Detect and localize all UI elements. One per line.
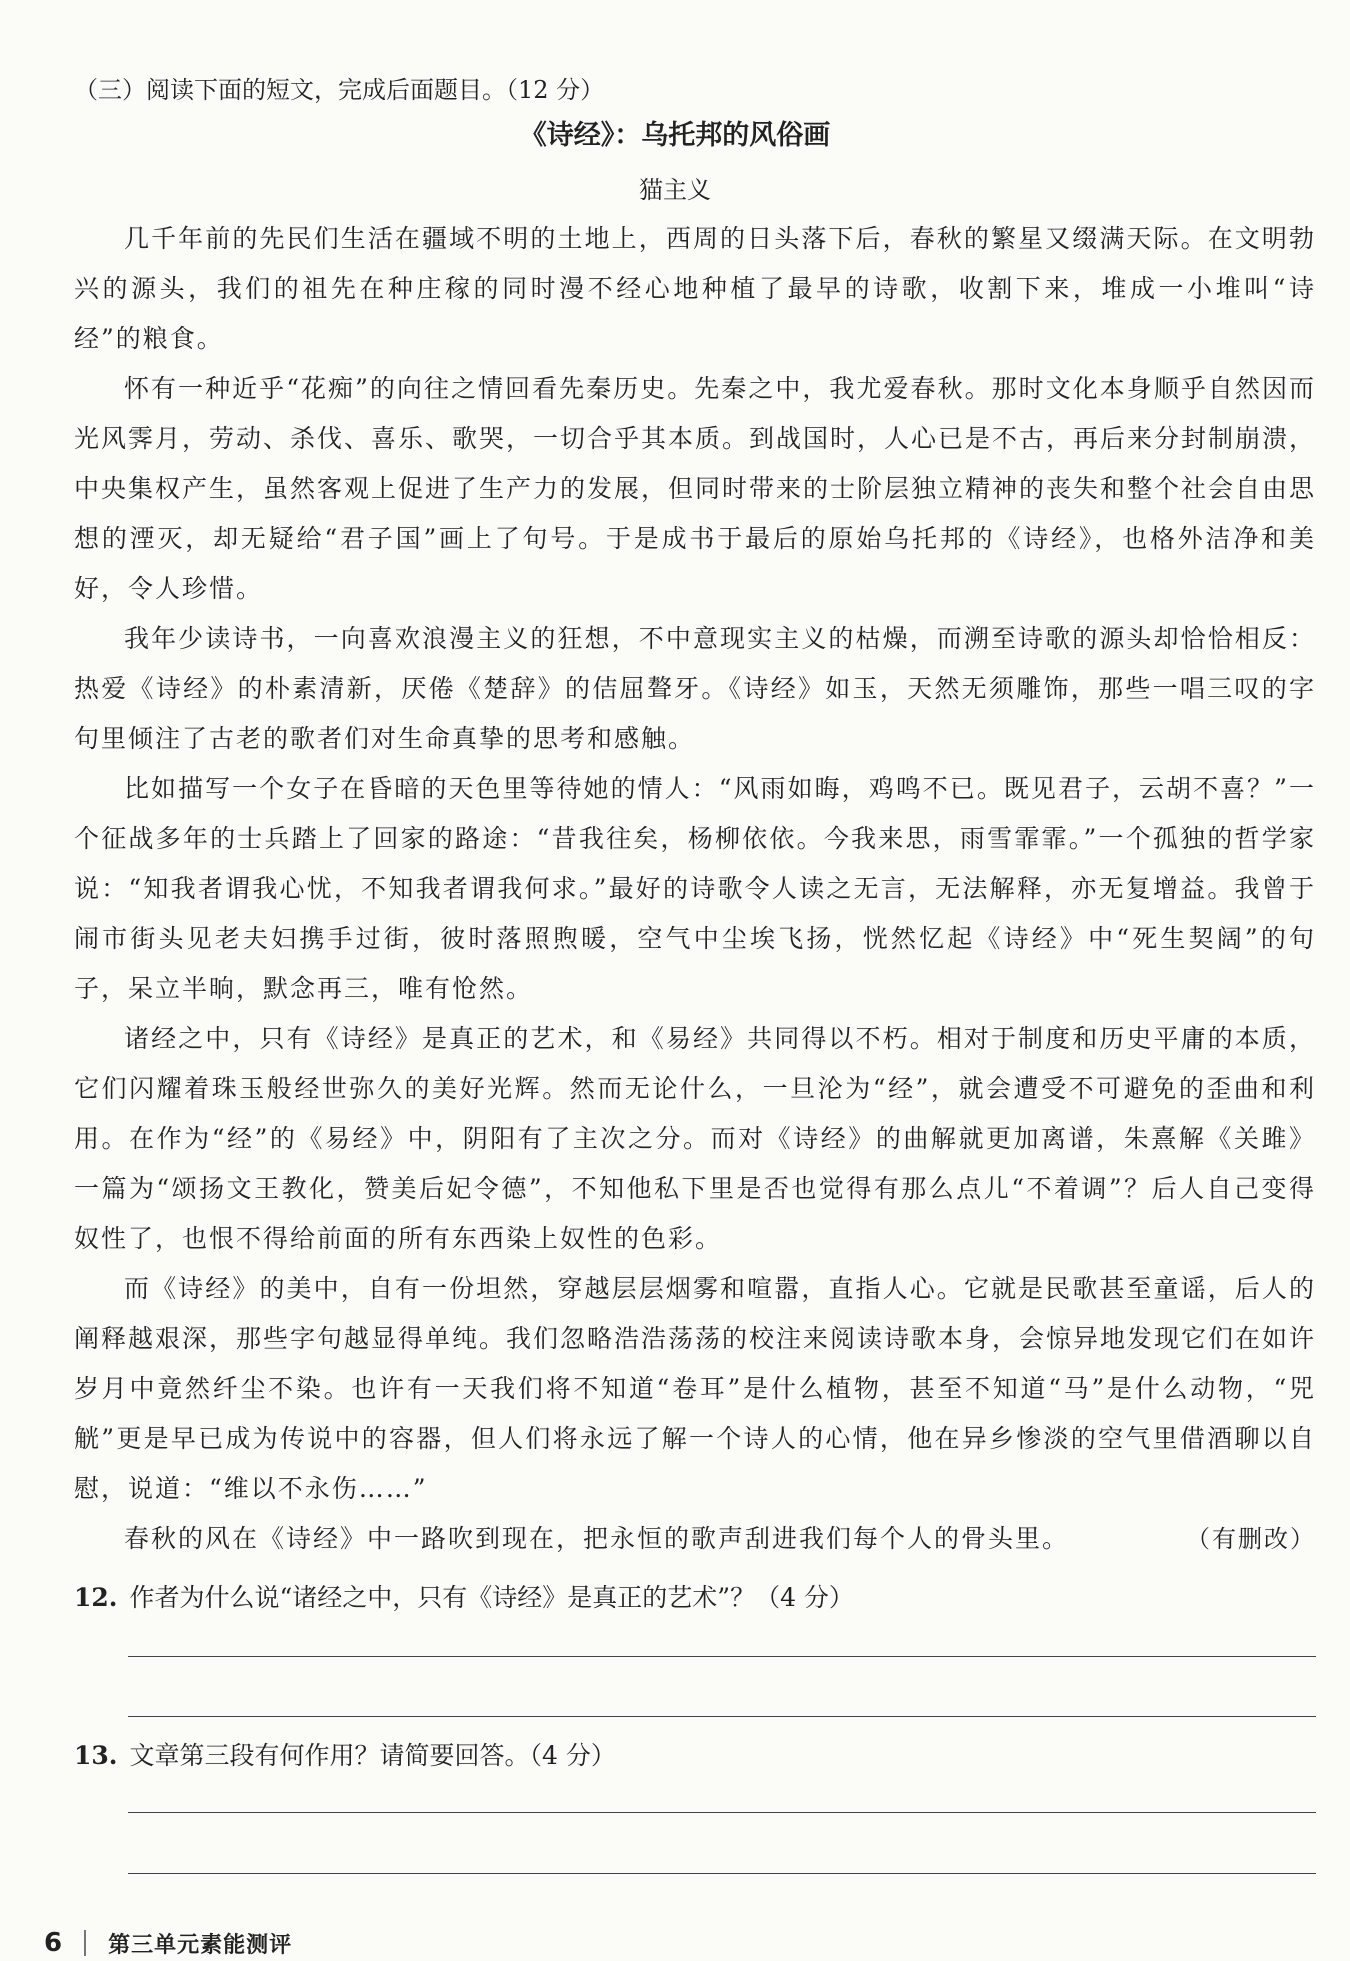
page-footer — [44, 1925, 292, 1961]
article-paragraph-2: 怀有一种近乎“花痴”的向往之情回看先秦历史。先秦之中，我尤爱春秋。那时文化本身顺乎自然因而光风霁月，劳动、杀伐、喜乐、歌哭，一切合乎其本质。到战国时，人心已是不古，再后来分封制崩溃，中央集权产生，虽然客观上促进了生产力的发展，但同时带来的士阶层独立精神的丧失和整个社会自由思想的湮灭，却无疑给“君子国”画上了句号。于是成书于最后的原始乌托邦的《诗经》，也格外洁净和美好，令人珍惜。 — [74, 374, 1317, 603]
question-12 — [74, 1576, 1316, 1620]
answer-line[interactable] — [128, 1656, 1316, 1657]
article-title: 《诗经》：乌托邦的风俗画 — [519, 120, 831, 151]
article-author: 猫主义 — [639, 176, 711, 204]
article-paragraph-4: 比如描写一个女子在昏暗的天色里等待她的情人：“风雨如晦，鸡鸣不已。既见君子，云胡不喜？”一个征战多年的士兵踏上了回家的路途：“昔我往矣，杨柳依依。今我来思，雨雪霏霏。”一个孤独的哲学家说：“知我者谓我心忧，不知我者谓我何求。”最好的诗歌令人读之无言，无法解释，亦无复增益。我曾于闹市街头见老夫妇携手过街，彼时落照煦暖，空气中尘埃飞扬，恍然忆起《诗经》中“死生契阔”的句子，呆立半晌，默念再三，唯有怆然。 — [74, 774, 1316, 1003]
article-body — [74, 214, 1316, 1564]
article-paragraph-1: 几千年前的先民们生活在疆域不明的土地上，西周的日头落下后，春秋的繁星又缀满天际。在文明勃兴的源头，我们的祖先在种庄稼的同时漫不经心地种植了最早的诗歌，收割下来，堆成一小堆叫“诗经”的粮食。 — [74, 224, 1316, 353]
footer-divider — [84, 1930, 86, 1956]
question-number: 13. — [74, 1741, 118, 1770]
article-paragraph-3: 我年少读诗书，一向喜欢浪漫主义的狂想，不中意现实主义的枯燥，而溯至诗歌的源头却恰恰相反：热爱《诗经》的朴素清新，厌倦《楚辞》的佶屈聱牙。《诗经》如玉，天然无须雕饰，那些一唱三叹的字句里倾注了古老的歌者们对生命真挚的思考和感触。 — [74, 624, 1316, 753]
article-paragraph-5: 诸经之中，只有《诗经》是真正的艺术，和《易经》共同得以不朽。相对于制度和历史平庸的本质，它们闪耀着珠玉般经世弥久的美好光辉。然而无论什么，一旦沦为“经”，就会遭受不可避免的歪曲和利用。在作为“经”的《易经》中，阴阳有了主次之分。而对《诗经》的曲解就更加离谱，朱熹解《关雎》一篇为“颂扬文王教化，赞美后妃令德”，不知他私下里是否也觉得有那么点儿“不着调”？后人自己变得奴性了，也恨不得给前面的所有东西染上奴性的色彩。 — [74, 1024, 1316, 1253]
question-number: 12. — [74, 1583, 118, 1612]
article-paragraph-6: 而《诗经》的美中，自有一份坦然，穿越层层烟雾和喧嚣，直指人心。它就是民歌甚至童谣，后人的阐释越艰深，那些字句越显得单纯。我们忽略浩浩荡荡的校注来阅读诗歌本身，会惊异地发现它们在如许岁月中竟然纤尘不染。也许有一天我们将不知道“卷耳”是什么植物，甚至不知道“马”是什么动物，“兕觥”更是早已成为传说中的容器，但人们将永远了解一个诗人的心情，他在异乡惨淡的空气里借酒聊以自慰，说道：“维以不永伤……” — [74, 1274, 1317, 1503]
section-heading: （三）阅读下面的短文，完成后面题目。（12 分） — [74, 76, 605, 104]
question-13 — [74, 1734, 1316, 1778]
article-closing-row — [74, 1514, 1316, 1564]
answer-line[interactable] — [128, 1873, 1316, 1874]
answer-line[interactable] — [128, 1716, 1316, 1717]
source-note: （有删改） — [1186, 1525, 1316, 1553]
answer-line[interactable] — [128, 1812, 1316, 1813]
unit-title: 第三单元素能测评 — [108, 1932, 293, 1958]
question-text: 作者为什么说“诸经之中，只有《诗经》是真正的艺术”？（4 分） — [129, 1583, 854, 1612]
question-text: 文章第三段有何作用？请简要回答。（4 分） — [129, 1741, 616, 1770]
page-number: 6 — [44, 1928, 63, 1958]
article-paragraph-7: 春秋的风在《诗经》中一路吹到现在，把永恒的歌声刮进我们每个人的骨头里。 — [124, 1524, 1070, 1553]
